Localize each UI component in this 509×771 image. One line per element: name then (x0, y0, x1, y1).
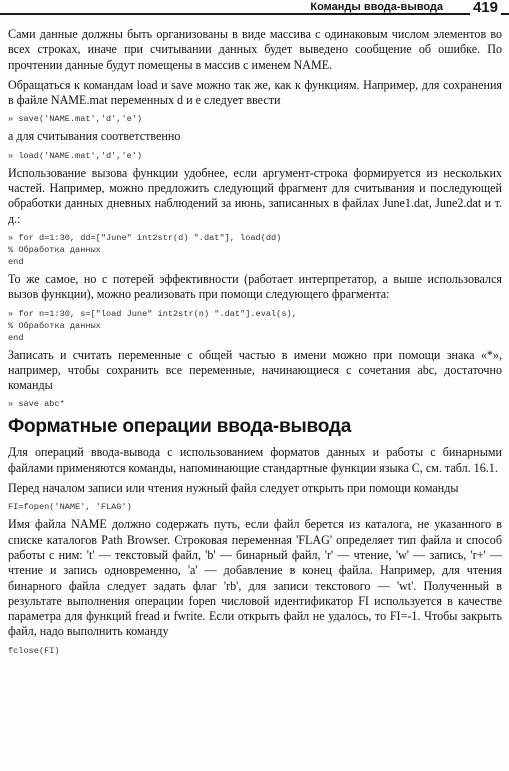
paragraph: Записать и считать переменные с общей частью в имени можно при помощи знака «*», например, чтобы сохранить все переменные, начинающиеся с сочетания abc, достаточно команды (8, 347, 502, 393)
running-title: Команды ввода-вывода (306, 1, 447, 13)
code-listing: » save abc* (8, 399, 65, 410)
paragraph: Для операций ввода-вывода с использованием форматов данных и работы с бинарными файлами применяются команды, напоминающие стандартные функции языка С, см. табл. 16.1. (8, 445, 502, 475)
running-header (0, 0, 509, 19)
page-body (8, 27, 502, 661)
paragraph: То же самое, но с потерей эффективности (работает интерпретатор, а выше использовался вызов функции), можно реализовать при помощи следующего фрагмента: (8, 271, 502, 302)
code-listing: » load('NAME.mat','d','e') (8, 150, 143, 161)
code-listing: » for d=1:30, dd=["June" int2str(d) ".dat"], load(dd) % Обработка данных end (8, 232, 282, 267)
code-listing: FI=fopen('NAME', 'FLAG') (8, 502, 132, 513)
page-number: 419 (470, 0, 501, 16)
paragraph: а для считывания соответственно (8, 129, 181, 144)
section-heading: Форматные операции ввода-вывода (8, 416, 352, 438)
paragraph: Сами данные должны быть организованы в виде массива с одинаковым числом элементов во всех строках, иначе при считывании данных будет выведено сообщение об ошибке. По прочтении данные будут помещены в массив с именем NAME. (8, 27, 502, 72)
header-rule (0, 13, 509, 15)
paragraph: Перед началом записи или чтения нужный файл следует открыть при помощи команды (8, 481, 459, 496)
paragraph: Использование вызова функции удобнее, если аргумент-строка формируется из нескольких частей. Например, можно предложить следующий фрагмент для считывания и последующей обработки данных дневных наблюдений за июнь, записанных в файлах June1.dat, June2.dat и т. д.: (8, 165, 502, 226)
paragraph: Обращаться к командам load и save можно так же, как к функциям. Например, для сохранения в файле NAME.mat переменных d и e следует ввести (8, 77, 502, 108)
code-listing: fclose(FI) (8, 645, 60, 656)
paragraph: Имя файла NAME должно содержать путь, если файл берется из каталога, не указанного в списке каталогов Path Browser. Строковая переменная 'FLAG' определяет тип файла и способ работы с ним: 't' — текстовый файл, 'b' — бинарный файл, 'r' — чтение, 'w' — запись, 'r+' — чтение и запись одновременно, 'a' — добавление в конец файла. Например, для чтения бинарного файла следует задать флаг 'rb', для записи текстового — 'wt'. Полученный в результате выполнения операции fopen числовой идентификатор FI используется в качестве параметра для функций fread и fwrite. Если открыть файл не удалось, то FI=-1. Чтобы закрыть файл, надо выполнить команду (8, 517, 502, 639)
code-listing: » save('NAME.mat','d','e') (8, 114, 143, 125)
code-listing: » for n=1:30, s=["load June" int2str(n) ".dat"].eval(s), % Обработка данных end (8, 308, 297, 343)
